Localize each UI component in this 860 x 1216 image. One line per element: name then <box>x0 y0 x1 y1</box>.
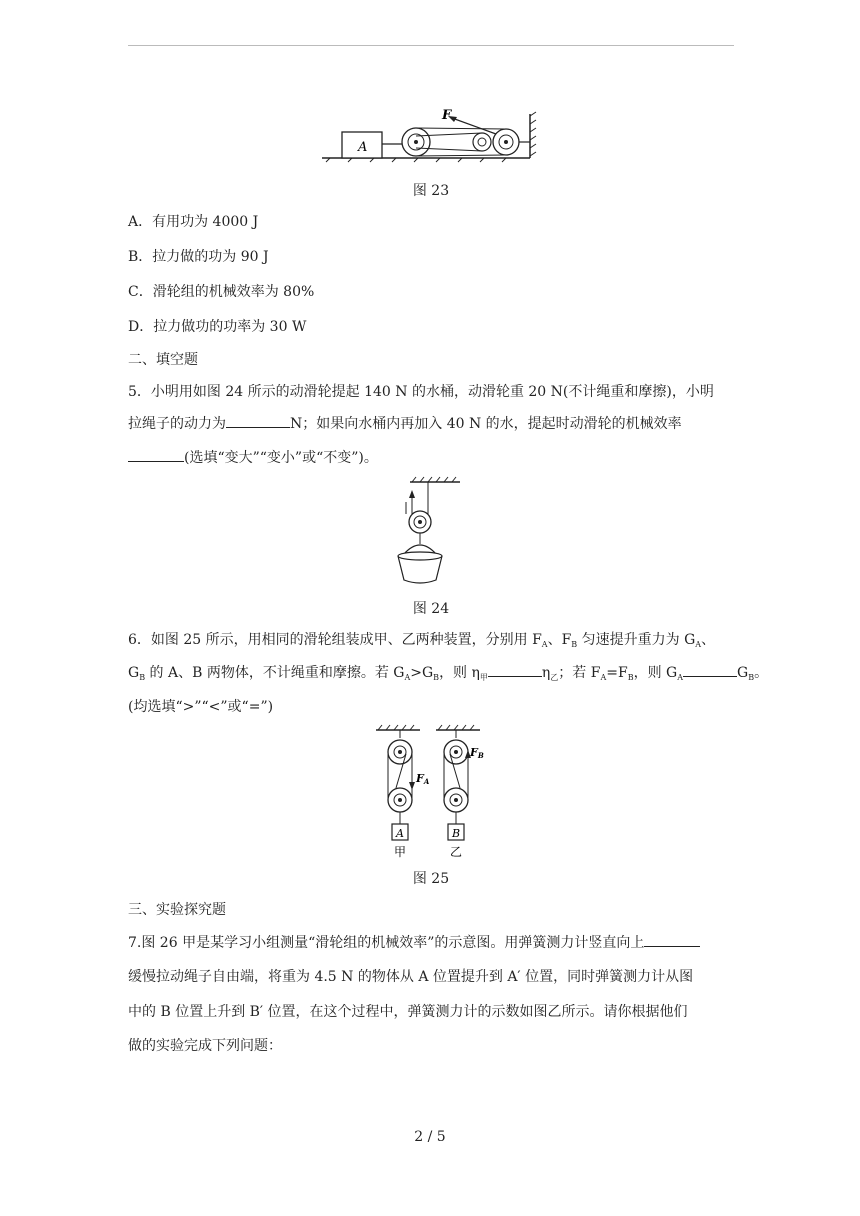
q5-line-1: 5．小明用如图 24 所示的动滑轮提起 140 N 的水桶，动滑轮重 20 N(不计绳重和摩擦)，小明 <box>128 384 714 400</box>
label-yi: 乙 <box>450 845 463 859</box>
q5-line-3 <box>128 448 378 468</box>
q5-text-a: 拉绳子的动力为 <box>128 416 226 432</box>
q5-line-2 <box>128 414 682 434</box>
label-jia: 甲 <box>394 845 407 859</box>
q7-line-4: 做的实验完成下列问题： <box>128 1038 282 1054</box>
page-number: 2 / 5 <box>414 1129 446 1145</box>
figure-23 <box>318 106 548 168</box>
figure-24 <box>390 476 472 588</box>
force-label: F <box>442 108 452 123</box>
q7-line-2: 缓慢拉动绳子自由端，将重为 4.5 N 的物体从 A 位置提升到 A′ 位置，同时弹簧测力计从图 <box>128 969 694 985</box>
block-b-label: B <box>452 827 461 840</box>
q6-line-3: (均选填“>”“<”或“=”) <box>128 699 274 715</box>
q5-answer-blank-2[interactable] <box>128 449 184 462</box>
fixed-pulley-small <box>473 133 491 151</box>
q6-line-1: 6．如图 25 所示，用相同的滑轮组装成甲、乙两种装置，分别用 $F_A$、$F_B$ 匀速提升重力为 $G_A$、 <box>128 632 716 649</box>
q5-text-c: (选填“变大”“变小”或“不变”)。 <box>184 450 378 466</box>
option-d: D．拉力做功的功率为 30 W <box>128 319 307 335</box>
q6-answer-blank-1[interactable] <box>488 664 542 677</box>
q7-line-3: 中的 B 位置上升到 B′ 位置，在这个过程中，弹簧测力计的示数如图乙所示。请你根据他们 <box>128 1004 688 1020</box>
force-b-label: FB <box>470 746 484 760</box>
section-heading-fill-in: 二、填空题 <box>128 352 198 368</box>
q7-line-1: 7.图 26 甲是某学习小组测量“滑轮组的机械效率”的示意图。用弹簧测力计竖直向上 <box>128 933 700 953</box>
block-a-label: A <box>358 140 368 155</box>
force-arrow <box>452 118 496 134</box>
header-rule <box>128 45 734 46</box>
q5-text-b: N；如果向水桶内再加入 40 N 的水，提起时动滑轮的机械效率 <box>290 416 682 432</box>
figure-25-caption: 图 25 <box>412 871 450 887</box>
figure-23-caption: 图 23 <box>412 183 450 199</box>
force-a-label: FA <box>416 772 430 786</box>
option-c: C．滑轮组的机械效率为 80% <box>128 284 315 300</box>
option-a: A．有用功为 4000 J <box>128 214 259 230</box>
q6-line-2: $G_B$ 的 A、B 两物体，不计绳重和摩擦。若 $G_A>G_B$，则 $\eta_甲$ $\eta_乙$；若 $F_A=F_B$，则 $G_A$ $G_B$。 <box>128 665 769 682</box>
block-a-label: A <box>396 827 404 840</box>
figure-25 <box>370 724 500 860</box>
q5-answer-blank-1[interactable] <box>226 415 290 428</box>
pulley-set-jia <box>388 730 415 840</box>
q7-answer-blank-1[interactable] <box>644 934 700 947</box>
q6-answer-blank-2[interactable] <box>683 664 737 677</box>
section-heading-experiment: 三、实验探究题 <box>128 902 226 918</box>
pulley-set-yi <box>444 730 471 840</box>
figure-24-caption: 图 24 <box>412 601 450 617</box>
option-b: B．拉力做的功为 90 J <box>128 249 269 265</box>
